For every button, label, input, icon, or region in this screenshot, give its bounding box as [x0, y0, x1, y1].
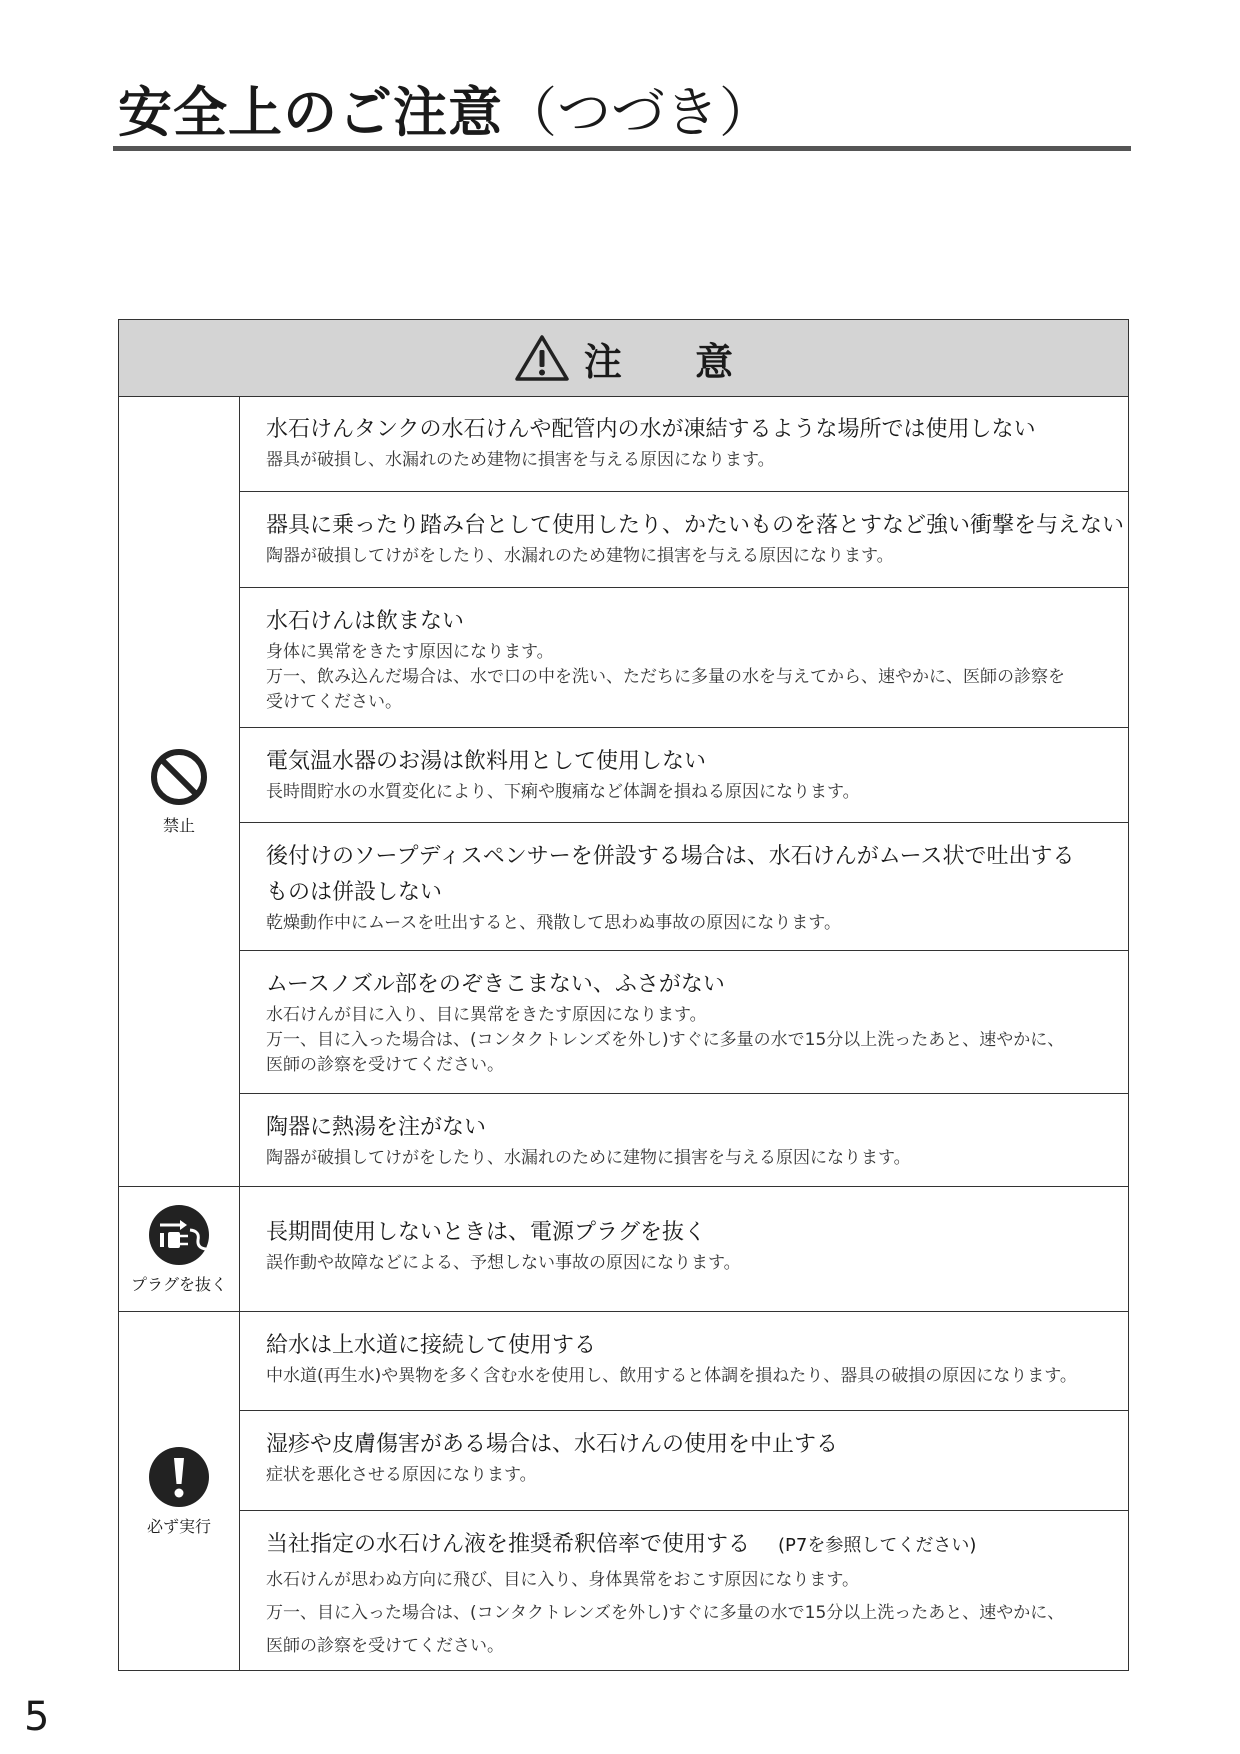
caution-item-text: 身体に異常をきたす原因になります。: [266, 642, 554, 662]
caution-label: 注 意: [583, 339, 764, 384]
page-reference: (P7を参照してください): [778, 1535, 977, 1556]
warning-triangle-icon: [514, 334, 570, 382]
caution-item: [240, 588, 1128, 728]
caution-item-text: 水石けんが目に入り、目に異常をきたす原因になります。: [266, 1005, 707, 1025]
title-underline: [113, 146, 1131, 151]
caution-item-heading: 後付けのソープディスペンサーを併設する場合は、水石けんがムース状で吐出する: [266, 844, 1075, 869]
caution-item-text: 陶器が破損してけがをしたり、水漏れのために建物に損害を与える原因になります。: [266, 1148, 911, 1168]
prohibited-caption: 禁止: [162, 816, 195, 835]
caution-item-text: 医師の診察を受けてください。: [266, 1055, 504, 1075]
caution-item-heading: 湿疹や皮膚傷害がある場合は、水石けんの使用を中止する: [266, 1432, 839, 1457]
caution-item: [240, 1094, 1128, 1186]
caution-item-text: 中水道(再生水)や異物を多く含む水を使用し、飲用すると体調を損ねたり、器具の破損の原因になります。: [266, 1366, 1077, 1386]
mandatory-group: [119, 1312, 240, 1670]
caution-item-text: 症状を悪化させる原因になります。: [266, 1465, 537, 1485]
caution-item-heading: 電気温水器のお湯は飲料用として使用しない: [266, 749, 707, 774]
caution-item: [240, 823, 1128, 951]
caution-item-heading-text: 当社指定の水石けん液を推奨希釈倍率で使用する: [266, 1532, 751, 1557]
prohibited-group: [119, 396, 240, 1187]
caution-item: [240, 1411, 1128, 1511]
caution-item-heading: 長期間使用しないときは、電源プラグを抜く: [266, 1220, 707, 1245]
caution-item-text: 乾燥動作中にムースを吐出すると、飛散して思わぬ事故の原因になります。: [266, 913, 841, 933]
mandatory-icon: [148, 1446, 210, 1508]
unplug-icon: [148, 1204, 210, 1266]
page-number: 5: [24, 1694, 50, 1740]
caution-item-text: 長時間貯水の水質変化により、下痢や腹痛など体調を損ねる原因になります。: [266, 782, 860, 802]
caution-item: [240, 492, 1128, 588]
caution-item-text: 万一、飲み込んだ場合は、水で口の中を洗い、ただちに多量の水を与えてから、速やかに、医師の診察を: [266, 667, 1065, 687]
caution-header: [119, 320, 1128, 397]
caution-item-heading: [266, 1527, 1120, 1564]
caution-item-heading-cont: ものは併設しない: [266, 880, 443, 905]
caution-item-text: 器具が破損し、水漏れのため建物に損害を与える原因になります。: [266, 450, 775, 470]
caution-item-heading: 水石けんタンクの水石けんや配管内の水が凍結するような場所では使用しない: [266, 417, 1036, 442]
caution-item: [240, 1511, 1128, 1670]
caution-item-heading: 器具に乗ったり踏み台として使用したり、かたいものを落とすなど強い衝撃を与えない: [266, 513, 1125, 538]
page-title-suffix: （つづき）: [503, 81, 773, 144]
caution-item: [240, 1187, 1128, 1311]
caution-item-text: 陶器が破損してけがをしたり、水漏れのため建物に損害を与える原因になります。: [266, 546, 894, 566]
caution-item-text: 万一、目に入った場合は、(コンタクトレンズを外し)すぐに多量の水で15分以上洗ったあと、速やかに、: [266, 1030, 1065, 1050]
mandatory-caption: 必ず実行: [146, 1516, 211, 1536]
caution-table: [118, 319, 1129, 1671]
caution-item-text: 受けてください。: [266, 692, 402, 712]
caution-item-heading: 水石けんは飲まない: [266, 609, 465, 634]
page-title: [118, 78, 773, 148]
caution-item-text: 万一、目に入った場合は、(コンタクトレンズを外し)すぐに多量の水で15分以上洗ったあと、速やかに、: [266, 1603, 1065, 1623]
caution-item: [240, 1312, 1128, 1411]
caution-item-text: 水石けんが思わぬ方向に飛び、目に入り、身体異常をおこす原因になります。: [266, 1570, 859, 1590]
prohibited-icon: [149, 747, 209, 807]
caution-item: [240, 728, 1128, 823]
caution-item-text: 医師の診察を受けてください。: [266, 1636, 504, 1656]
caution-item-heading: 陶器に熱湯を注がない: [266, 1115, 487, 1140]
caution-item-text: 誤作動や故障などによる、予想しない事故の原因になります。: [266, 1253, 741, 1273]
page-title-main: 安全上のご注意: [118, 81, 503, 144]
caution-item-heading: 給水は上水道に接続して使用する: [266, 1333, 597, 1358]
unplug-group: [119, 1187, 240, 1312]
caution-item: [240, 396, 1128, 492]
caution-item: [240, 951, 1128, 1094]
caution-item-heading: ムースノズル部をのぞきこまない、ふさがない: [266, 972, 725, 997]
unplug-caption: プラグを抜く: [130, 1275, 227, 1294]
